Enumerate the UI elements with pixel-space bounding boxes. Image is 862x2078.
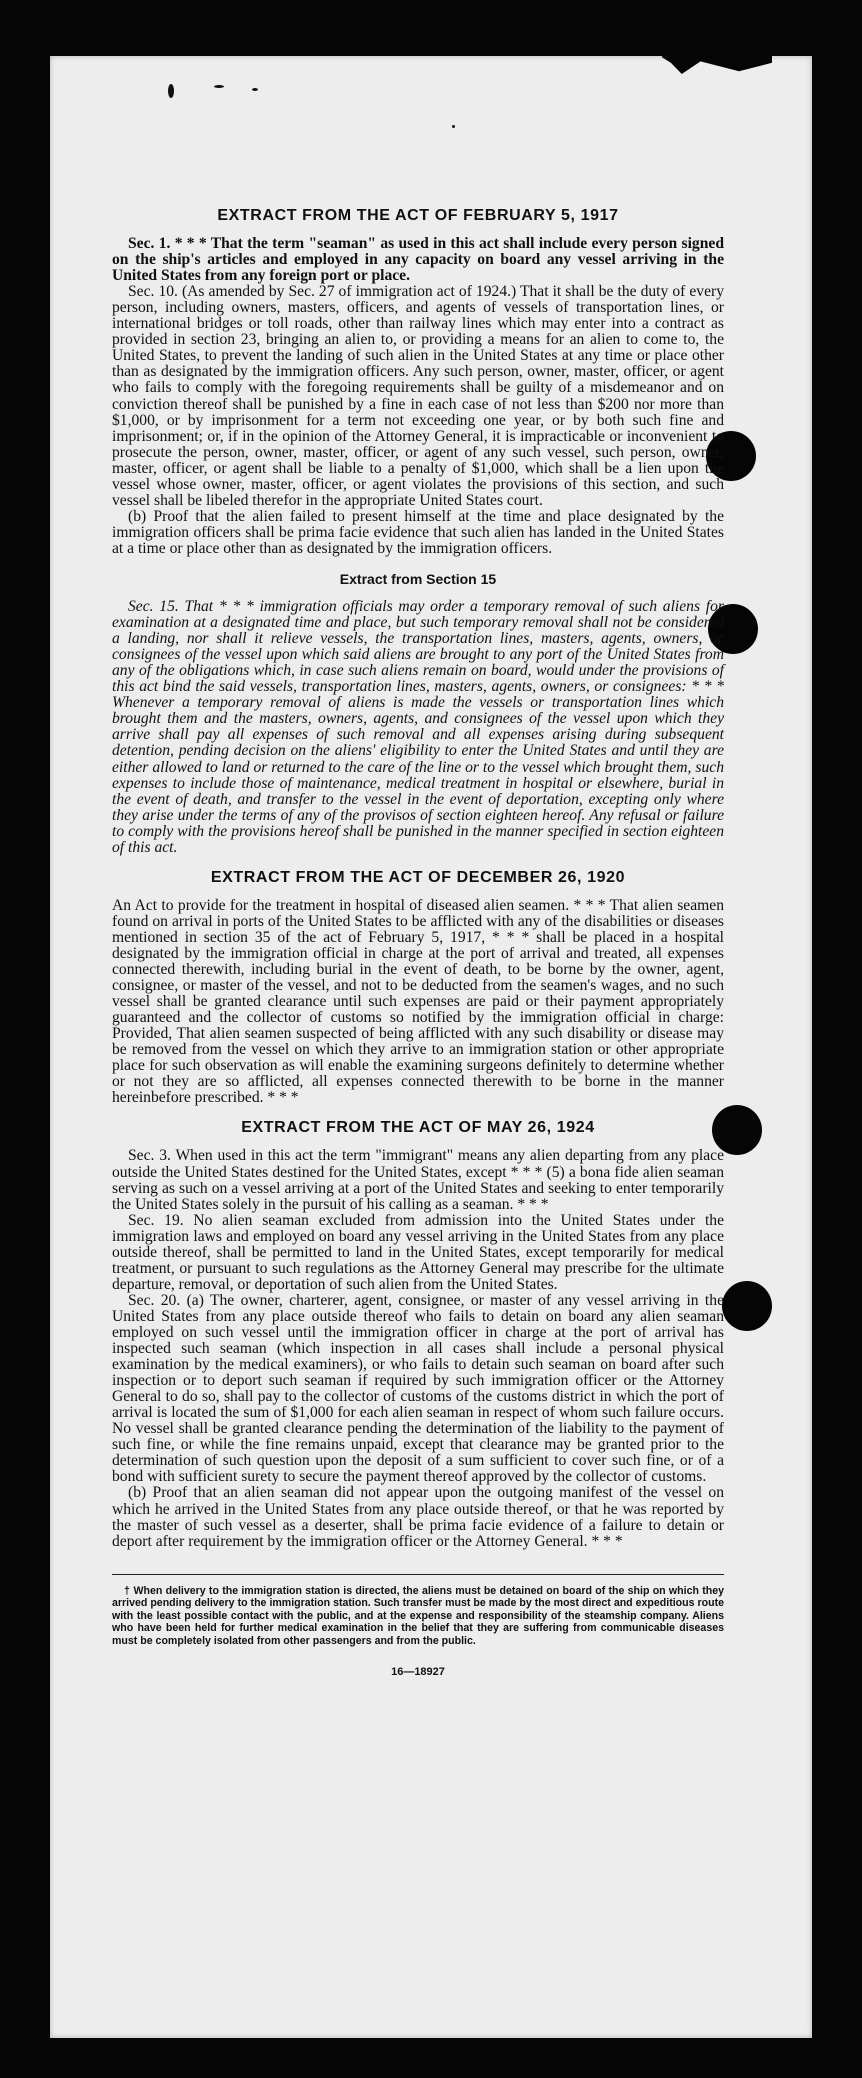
paragraph-sec-1: Sec. 1. * * * That the term "seaman" as used in this act shall include every person signed on the ship's articles and employed in any capacity on board any vessel arriving in the United States from any foreign port or place. <box>112 235 724 285</box>
ink-speck <box>168 84 174 98</box>
ink-speck <box>252 88 258 91</box>
paragraph-sec-20: Sec. 20. (a) The owner, charterer, agent, consignee, or master of any vessel arriving in the United States from any place outside thereof who fails to detain on board any alien seaman employed on such vessel until the immigration officer in charge at the port of arrival has inspected such seaman (which inspection in all cases shall include a personal physical examination by the medical examiners), or who fails to detain such seaman on board after such inspection or to deport such seaman if required by such immigration officer or the Attorney General to do so, shall pay to the collector of customs of the customs district in which the port of arrival is located the sum of $1,000 for each alien seaman in respect of whom such failure occurs. No vessel shall be granted clearance pending the determination of the liability to the payment of such fine, or while the fine remains unpaid, except that clearance may be granted prior to the determination of such question upon the deposit of a sum sufficient to cover such fine, or of a bond with sufficient surety to secure the payment thereof approved by the collector of customs. <box>112 1291 724 1486</box>
section-heading-1917: EXTRACT FROM THE ACT OF FEBRUARY 5, 1917 <box>217 207 619 224</box>
paragraph-sec-10-b: (b) Proof that the alien failed to present himself at the time and place designated by the immigration officers shall be prima facie evidence that such alien has landed in the United States at a time or place other than as designated by the immigration officers. <box>112 507 724 557</box>
footnote: † When delivery to the immigration station is directed, the aliens must be detained on board of the ship on which they arrived pending delivery to the immigration station. Such transfer must be made by the most direct and expeditious route with the least possible contact with the public, and at the expense and responsibility of the steamship company. Aliens who have been held for further medical examination in the belief that they are suffering from communicable diseases must be completely isolated from other passengers and from the public. <box>112 1584 724 1648</box>
paragraph-sec-19: Sec. 19. No alien seaman excluded from admission into the United States under the immigration laws and employed on board any vessel arriving in the United States from any place outside thereof, shall be permitted to land in the United States, except temporarily for medical treatment, or pursuant to such regulations as the Attorney General may prescribe for the ultimate departure, removal, or deportation of such alien from the United States. <box>112 1211 724 1293</box>
section-heading-1920: EXTRACT FROM THE ACT OF DECEMBER 26, 1920 <box>210 868 626 886</box>
section-heading-1924: EXTRACT FROM THE ACT OF MAY 26, 1924 <box>241 1119 595 1137</box>
paragraph-sec-15: Sec. 15. That * * * immigration officials may order a temporary removal of such aliens for examination at a designated time and place, but such temporary removal shall not be considered a landing, nor shall it relieve vessels, the transportation lines, masters, agents, owners, or consignees of the vessel upon which said aliens are brought to any port of the United States from any of the obligations which, in case such aliens remain on board, would under the provisions of this act bind the said vessels, transportation lines, masters, agents, owners, or consignees: * * * Whenever a temporary removal of aliens is made the vessels or transportation lines which brought them and the masters, owners, agents, and consignees of the vessel upon which they arrive shall pay all expenses of such removal and all expenses arising during subsequent detention, pending decision on the aliens' eligibility to enter the United States and until they are either allowed to land or returned to the care of the line or to the vessel which brought them, such expenses to include those of maintenance, medical treatment in hospital or elsewhere, burial in the event of death, and transfer to the vessel in the event of deportation, excepting only where they arise under the terms of any of the provisos of section eighteen hereof. Any refusal or failure to comply with the provisions hereof shall be punished in the manner specified in section eighteen of this act. <box>112 598 724 856</box>
footnote-divider <box>112 1574 724 1575</box>
subheading-section-15: Extract from Section 15 <box>339 570 497 587</box>
ink-speck <box>214 85 224 88</box>
document-text <box>112 208 724 1680</box>
print-code: 16—18927 <box>391 1665 445 1678</box>
ink-speck <box>452 125 455 128</box>
paragraph-sec-10: Sec. 10. (As amended by Sec. 27 of immigration act of 1924.) That it shall be the duty of every person, including owners, masters, officers, and agents of vessels of transportation lines, or international bridges or toll roads, other than railway lines which may enter into a contract as provided in section 23, bringing an alien to, or providing a means for an alien to come to, the United States, to prevent the landing of such alien in the United States at any time or place other than as designated by the immigration officers. Any such person, owner, master, officer, or agent who fails to comply with the foregoing requirements shall be guilty of a misdemeanor and on conviction thereof shall be punished by a fine in each case of not less than $200 nor more than $1,000, or by imprisonment for a term not exceeding one year, or by both such fine and imprisonment; or, if in the opinion of the Attorney General, it is impracticable or inconvenient to prosecute the person, owner, master, officer, or agent of any such vessel, such person, owner, master, officer, or agent shall be liable to a penalty of $1,000, which shall be a lien upon the vessel whose owner, master, officer, or agent violates the provisions of this section, and such vessel shall be libeled therefor in the appropriate United States court. <box>112 283 724 509</box>
paragraph-sec-3: Sec. 3. When used in this act the term "immigrant" means any alien departing from any place outside the United States destined for the United States, except * * * (5) a bona fide alien seaman serving as such on a vessel arriving at a port of the United States and seeking to enter temporarily the United States solely in the pursuit of his calling as a seaman. * * * <box>112 1147 724 1213</box>
paragraph-act-1920: An Act to provide for the treatment in hospital of diseased alien seamen. * * * That alien seamen found on arrival in ports of the United States to be afflicted with any of the disabilities or diseases mentioned in section 35 of the act of February 5, 1917, * * * shall be placed in a hospital designated by the immigration official in charge at the port of arrival and treated, all expenses connected therewith, including burial in the event of death, to be borne by the owner, agent, consignee, or master of the vessel, and not to be deducted from the seamen's wages, and no such vessel shall be granted clearance until such expenses are paid or their payment appropriately guaranteed and the collector of customs so notified by the immigration official in charge: Provided, That alien seamen suspected of being afflicted with any such disability or disease may be removed from the vessel on which they arrive to an immigration station or other appropriate place for such observation as will enable the examining surgeons definitely to determine whether or not they are so afflicted, all expenses connected therewith to be borne in the manner hereinbefore prescribed. * * * <box>112 896 724 1107</box>
punch-hole <box>722 1281 772 1331</box>
paragraph-sec-20-b: (b) Proof that an alien seaman did not appear upon the outgoing manifest of the vessel on which he arrived in the United States from any place outside thereof, or that he was reported by the master of such vessel as a deserter, shall be prima facie evidence of a failure to detain or deport after requirement by the immigration officer or the Attorney General. * * * <box>112 1484 724 1550</box>
